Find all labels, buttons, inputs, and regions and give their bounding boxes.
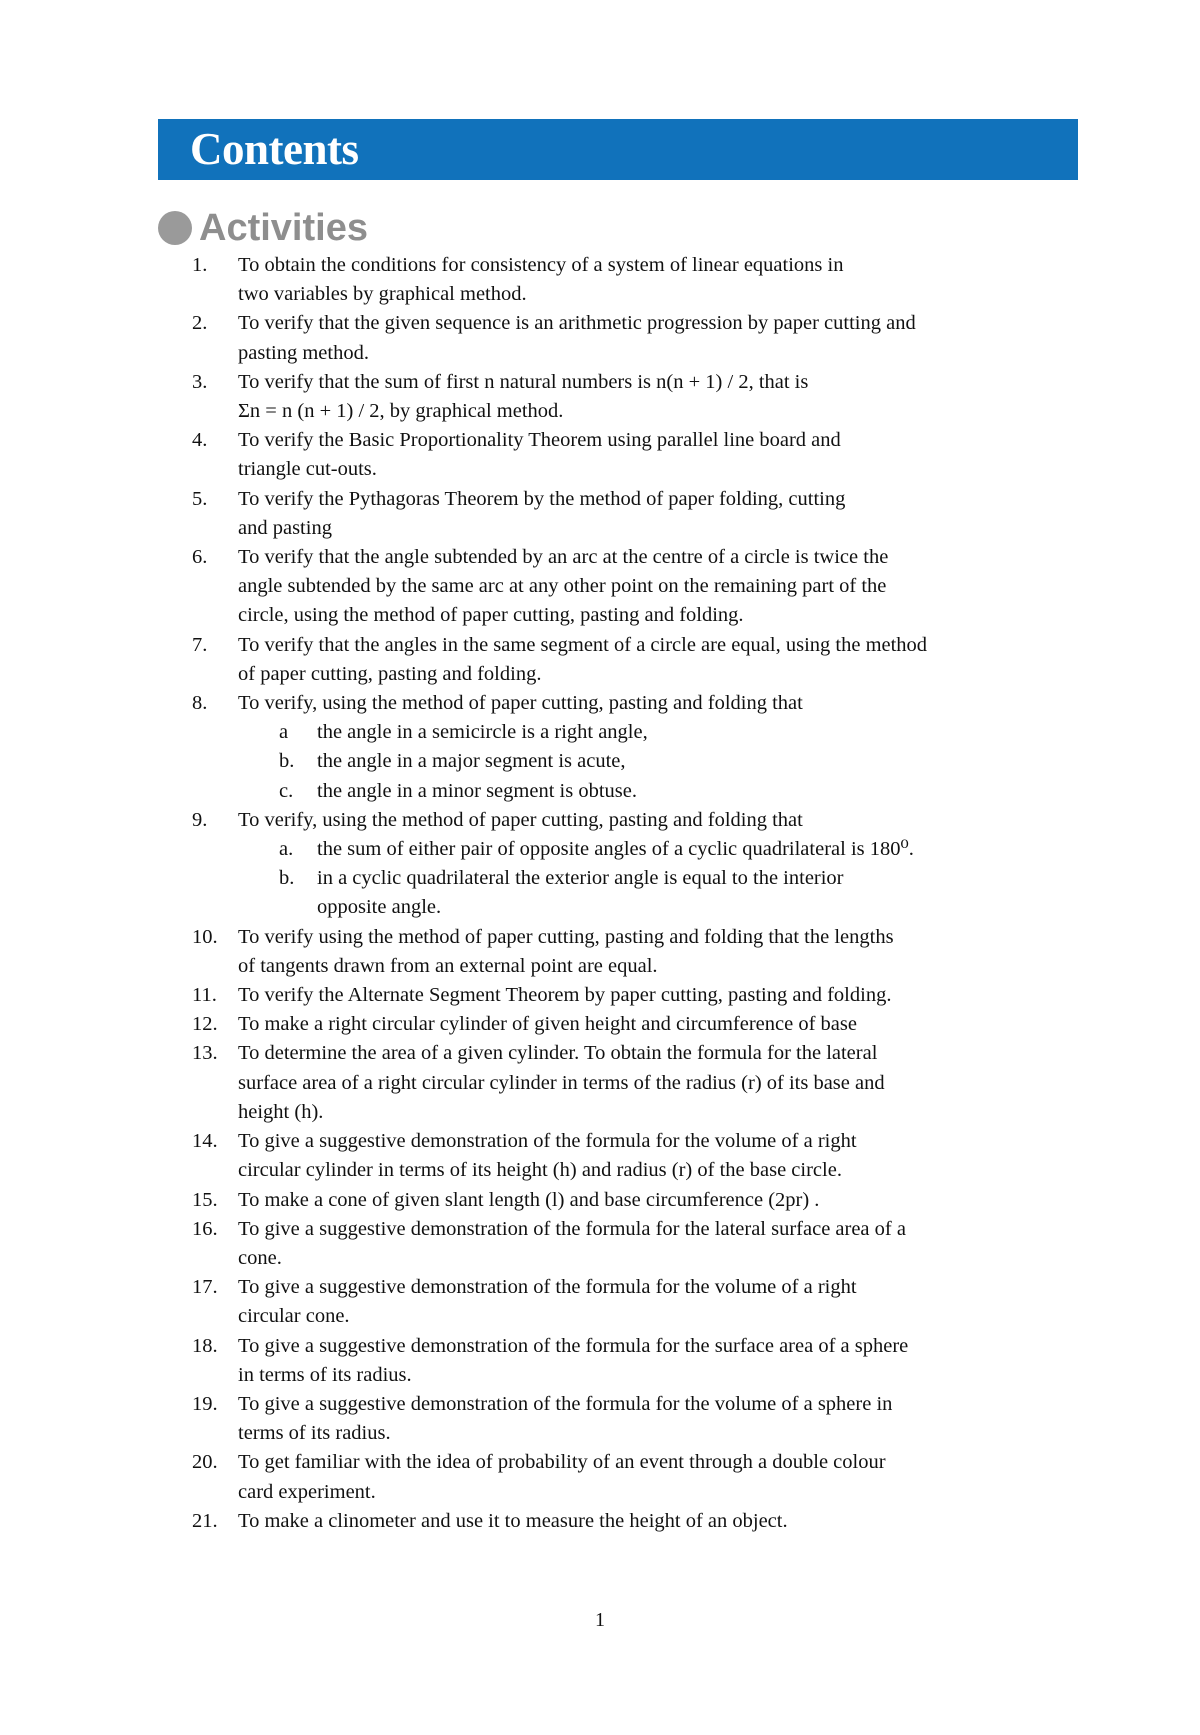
contents-header-bar bbox=[158, 119, 1078, 180]
list-item-number: 3. bbox=[192, 370, 208, 393]
list-item-line: two variables by graphical method. bbox=[238, 283, 527, 306]
list-item-text bbox=[238, 1273, 1072, 1331]
sub-list-item-text bbox=[317, 777, 1072, 806]
list-item-line: terms of its radius. bbox=[238, 1422, 391, 1445]
list-item-line: To verify the Pythagoras Theorem by the method of paper folding, cutting bbox=[238, 487, 846, 510]
list-item-line: circular cone. bbox=[238, 1305, 350, 1328]
list-item-text bbox=[238, 426, 1072, 484]
list-item bbox=[192, 923, 1072, 981]
sub-list-item bbox=[279, 835, 1072, 864]
list-item-line: in a cyclic quadrilateral the exterior angle is equal to the interior bbox=[317, 867, 844, 890]
list-item bbox=[192, 368, 1072, 426]
sub-list-item bbox=[279, 718, 1072, 747]
list-item-text bbox=[238, 1507, 1072, 1536]
sub-list-item-label: b. bbox=[279, 750, 295, 773]
list-item-line: cone. bbox=[238, 1246, 282, 1269]
sub-list-item-label: b. bbox=[279, 867, 295, 890]
list-item-text bbox=[238, 1010, 1072, 1039]
list-item-line: To verify using the method of paper cutting, pasting and folding that the lengths bbox=[238, 925, 894, 948]
list-item bbox=[192, 426, 1072, 484]
list-item-line: the sum of either pair of opposite angles of a cyclic quadrilateral is 180⁰. bbox=[317, 838, 914, 861]
list-item-text bbox=[238, 1448, 1072, 1506]
list-item-line: card experiment. bbox=[238, 1480, 376, 1503]
list-item-text bbox=[238, 631, 1072, 689]
list-item-line: surface area of a right circular cylinder in terms of the radius (r) of its base and bbox=[238, 1071, 885, 1094]
section-title: Activities bbox=[199, 206, 368, 249]
list-item-line: To verify that the angles in the same segment of a circle are equal, using the method bbox=[238, 633, 928, 656]
sub-list-item bbox=[279, 864, 1072, 922]
list-item bbox=[192, 543, 1072, 631]
list-item bbox=[192, 1507, 1072, 1536]
list-item bbox=[192, 1448, 1072, 1506]
list-item-number: 16. bbox=[192, 1217, 218, 1240]
list-item-number: 9. bbox=[192, 808, 208, 831]
list-item bbox=[192, 251, 1072, 309]
list-item-line: To make a right circular cylinder of given height and circumference of base bbox=[238, 1013, 857, 1036]
list-item-text bbox=[238, 1039, 1072, 1127]
sub-list-item-label: a bbox=[279, 721, 289, 744]
list-item-line: To make a clinometer and use it to measure the height of an object. bbox=[238, 1509, 788, 1532]
list-item-line: height (h). bbox=[238, 1100, 324, 1123]
list-item-line: To give a suggestive demonstration of the formula for the lateral surface area of a bbox=[238, 1217, 906, 1240]
list-item-line: To verify that the angle subtended by an arc at the centre of a circle is twice the bbox=[238, 546, 889, 569]
list-item-number: 8. bbox=[192, 692, 208, 715]
list-item-line: To get familiar with the idea of probability of an event through a double colour bbox=[238, 1451, 886, 1474]
list-item bbox=[192, 1127, 1072, 1185]
sub-list-item-label: c. bbox=[279, 779, 294, 802]
bullet-circle-icon bbox=[158, 211, 192, 245]
list-item-line: angle subtended by the same arc at any other point on the remaining part of the bbox=[238, 575, 887, 598]
list-item bbox=[192, 1215, 1072, 1273]
list-item-text bbox=[238, 485, 1072, 543]
list-item-line: and pasting bbox=[238, 516, 332, 539]
list-item-line: To verify the Basic Proportionality Theorem using parallel line board and bbox=[238, 429, 841, 452]
list-item-text bbox=[238, 689, 1072, 718]
list-item-line: triangle cut-outs. bbox=[238, 458, 377, 481]
list-item bbox=[192, 1332, 1072, 1390]
list-item-line: To verify the Alternate Segment Theorem by paper cutting, pasting and folding. bbox=[238, 984, 892, 1007]
list-item-number: 18. bbox=[192, 1334, 218, 1357]
list-item bbox=[192, 1273, 1072, 1331]
list-item-number: 5. bbox=[192, 487, 208, 510]
list-item-number: 21. bbox=[192, 1509, 218, 1532]
list-item-line: To verify, using the method of paper cutting, pasting and folding that bbox=[238, 808, 803, 831]
list-item-line: To give a suggestive demonstration of the formula for the volume of a right bbox=[238, 1276, 857, 1299]
list-item-number: 11. bbox=[192, 984, 217, 1007]
list-item-line: To make a cone of given slant length (l) and base circumference (2pr) . bbox=[238, 1188, 820, 1211]
list-item-line: To verify that the sum of first n natural numbers is n(n + 1) / 2, that is bbox=[238, 370, 809, 393]
page-title: Contents bbox=[190, 124, 359, 174]
list-item-line: Σn = n (n + 1) / 2, by graphical method. bbox=[238, 400, 564, 423]
list-item-line: To give a suggestive demonstration of the formula for the surface area of a sphere bbox=[238, 1334, 909, 1357]
list-item-text bbox=[238, 309, 1072, 367]
list-item-number: 1. bbox=[192, 254, 208, 276]
list-item-text bbox=[238, 981, 1072, 1010]
sub-list-item bbox=[279, 777, 1072, 806]
list-item-text bbox=[238, 1390, 1072, 1448]
list-item-line: opposite angle. bbox=[317, 896, 442, 919]
list-item-number: 10. bbox=[192, 925, 218, 948]
list-item-line: To verify, using the method of paper cutting, pasting and folding that bbox=[238, 692, 803, 715]
list-item-line: the angle in a minor segment is obtuse. bbox=[317, 779, 637, 802]
list-item-line: To obtain the conditions for consistency of a system of linear equations in bbox=[238, 254, 844, 276]
list-item-line: pasting method. bbox=[238, 341, 369, 364]
sub-list-item-text bbox=[317, 835, 1072, 864]
list-item-number: 20. bbox=[192, 1451, 218, 1474]
list-item-text bbox=[238, 806, 1072, 835]
list-item-text bbox=[238, 1215, 1072, 1273]
list-item-text bbox=[238, 923, 1072, 981]
list-item-line: To give a suggestive demonstration of the formula for the volume of a sphere in bbox=[238, 1392, 893, 1415]
list-item-line: the angle in a semicircle is a right angle, bbox=[317, 721, 648, 744]
list-item-number: 17. bbox=[192, 1276, 218, 1299]
list-item-text bbox=[238, 1186, 1072, 1215]
list-item-line: the angle in a major segment is acute, bbox=[317, 750, 626, 773]
page-number: 1 bbox=[595, 1609, 605, 1631]
list-item bbox=[192, 1039, 1072, 1127]
sub-list-item-text bbox=[317, 747, 1072, 776]
list-item-number: 6. bbox=[192, 546, 208, 569]
list-item-text bbox=[238, 543, 1072, 631]
list-item-line: of tangents drawn from an external point are equal. bbox=[238, 954, 658, 977]
sub-list-item-text bbox=[317, 864, 1072, 922]
list-item-line: circular cylinder in terms of its height (h) and radius (r) of the base circle. bbox=[238, 1159, 842, 1182]
list-item-line: To verify that the given sequence is an arithmetic progression by paper cutting and bbox=[238, 312, 916, 335]
list-item-number: 4. bbox=[192, 429, 208, 452]
list-item bbox=[192, 1186, 1072, 1215]
list-item bbox=[192, 1390, 1072, 1448]
activities-list bbox=[192, 251, 1072, 1536]
list-item-text bbox=[238, 1127, 1072, 1185]
list-item-text bbox=[238, 1332, 1072, 1390]
sub-list-item-label: a. bbox=[279, 838, 294, 861]
list-item bbox=[192, 689, 1072, 718]
list-item-number: 14. bbox=[192, 1130, 218, 1153]
list-item-number: 2. bbox=[192, 312, 208, 335]
section-heading bbox=[158, 206, 368, 250]
sub-list-item-text bbox=[317, 718, 1072, 747]
list-item-number: 13. bbox=[192, 1042, 218, 1065]
list-item bbox=[192, 631, 1072, 689]
list-item-line: circle, using the method of paper cutting, pasting and folding. bbox=[238, 604, 744, 627]
list-item-number: 19. bbox=[192, 1392, 218, 1415]
list-item-line: To determine the area of a given cylinder. To obtain the formula for the lateral bbox=[238, 1042, 878, 1065]
list-item-number: 12. bbox=[192, 1013, 218, 1036]
list-item-text bbox=[238, 368, 1072, 426]
list-item bbox=[192, 806, 1072, 835]
list-item bbox=[192, 981, 1072, 1010]
list-item bbox=[192, 309, 1072, 367]
list-item-number: 15. bbox=[192, 1188, 218, 1211]
sub-list-item bbox=[279, 747, 1072, 776]
list-item bbox=[192, 485, 1072, 543]
list-item-text bbox=[238, 251, 1072, 309]
list-item-line: in terms of its radius. bbox=[238, 1363, 412, 1386]
list-item bbox=[192, 1010, 1072, 1039]
list-item-number: 7. bbox=[192, 633, 208, 656]
list-item-line: To give a suggestive demonstration of the formula for the volume of a right bbox=[238, 1130, 857, 1153]
list-item-line: of paper cutting, pasting and folding. bbox=[238, 662, 542, 685]
